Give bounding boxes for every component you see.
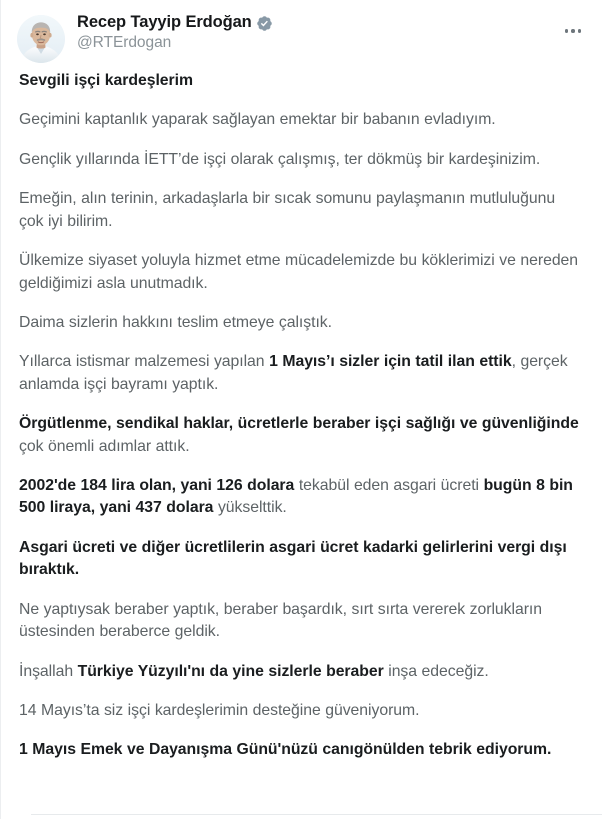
tweet-paragraph [19,413,580,458]
tweet-text-regular: İnşallah [19,662,78,680]
tweet-header [1,0,602,56]
tweet-text-regular: Yıllarca istismar malzemesi yapılan [19,353,270,371]
tweet-paragraph [19,351,580,396]
tweet-paragraph [19,149,580,171]
tweet-paragraph [19,70,580,92]
author-identity [65,13,558,52]
avatar[interactable] [17,15,65,63]
tweet-text-regular: çok önemli adımlar attık. [19,437,190,455]
tweet-paragraph [19,109,580,131]
tweet-text-regular: Emeğin, alın terinin, arkadaşlarla bir sıcak somunu paylaşmanın mutluluğunu çok iyi bilirim. [19,190,556,230]
tweet-paragraph [19,537,580,582]
tweet-text-regular: inşa edeceğiz. [383,662,489,680]
tweet-paragraph [19,475,580,520]
tweet-paragraph [19,739,580,761]
tweet-paragraph [19,188,580,233]
tweet-text-regular: tekabül eden asgari ücreti [298,477,484,495]
tweet-paragraph [19,661,580,683]
tweet-paragraph [19,700,580,722]
tweet-text-regular: , gerçek anlamda işçi bayramı yaptık. [19,353,568,393]
verified-badge-icon [256,15,273,32]
tweet-text-bold: bugün 8 bin 500 liraya, yani 437 dolara [19,477,573,517]
tweet-text-body [1,56,602,762]
more-options-icon[interactable] [558,20,588,42]
tweet-paragraph [19,250,580,295]
bottom-divider [31,814,602,815]
tweet-text-bold: Örgütlenme, sendikal haklar, ücretlerle beraber işçi sağlığı ve güvenliğinde [19,415,579,433]
author-display-name[interactable]: Recep Tayyip Erdoğan [77,13,252,31]
tweet-text-regular: Gençlik yıllarında İETT’de işçi olarak çalışmış, ter dökmüş bir kardeşinizim. [19,150,541,168]
tweet-text-bold: Asgari ücreti ve diğer ücretlilerin asgari ücret kadarki gelirlerini vergi dışı bıraktık. [19,538,567,579]
author-name-row [77,13,558,32]
tweet-text-regular: Daima sizlerin hakkını teslim etmeye çalıştık. [19,313,332,331]
author-handle[interactable]: @RTErdogan [77,33,172,51]
tweet-text-regular: Geçimini kaptanlık yaparak sağlayan emektar bir babanın evladıyım. [19,111,496,129]
tweet-paragraph [19,599,580,644]
tweet-text-regular: Ne yaptıysak beraber yaptık, beraber başardık, sırt sırta vererek zorlukların üstesinden beraberce geldik. [19,600,542,641]
tweet-text-bold: Türkiye Yüzyılı'nı da yine sizlerle beraber [77,662,384,680]
tweet-text-regular: 14 Mayıs’ta siz işçi kardeşlerimin desteğine güveniyorum. [19,702,420,720]
tweet-text-bold: 1 Mayıs’ı sizler için tatil ilan ettik [269,353,512,371]
tweet-paragraph [19,312,580,334]
tweet-text-bold: 1 Mayıs Emek ve Dayanışma Günü'nüzü canıgönülden tebrik ediyorum. [19,741,552,759]
more-dot [571,29,575,33]
tweet-text-bold: Sevgili işçi kardeşlerim [19,72,193,89]
tweet-text-bold: 2002'de 184 lira olan, yani 126 dolara [19,477,299,495]
tweet-text-regular: Ülkemize siyaset yoluyla hizmet etme mücadelemizde bu köklerimizi ve nereden geldiğimizi asla unutmadık. [19,252,579,292]
more-dot [565,29,569,33]
tweet-text-regular: yükselttik. [217,499,287,517]
more-dot [578,29,582,33]
